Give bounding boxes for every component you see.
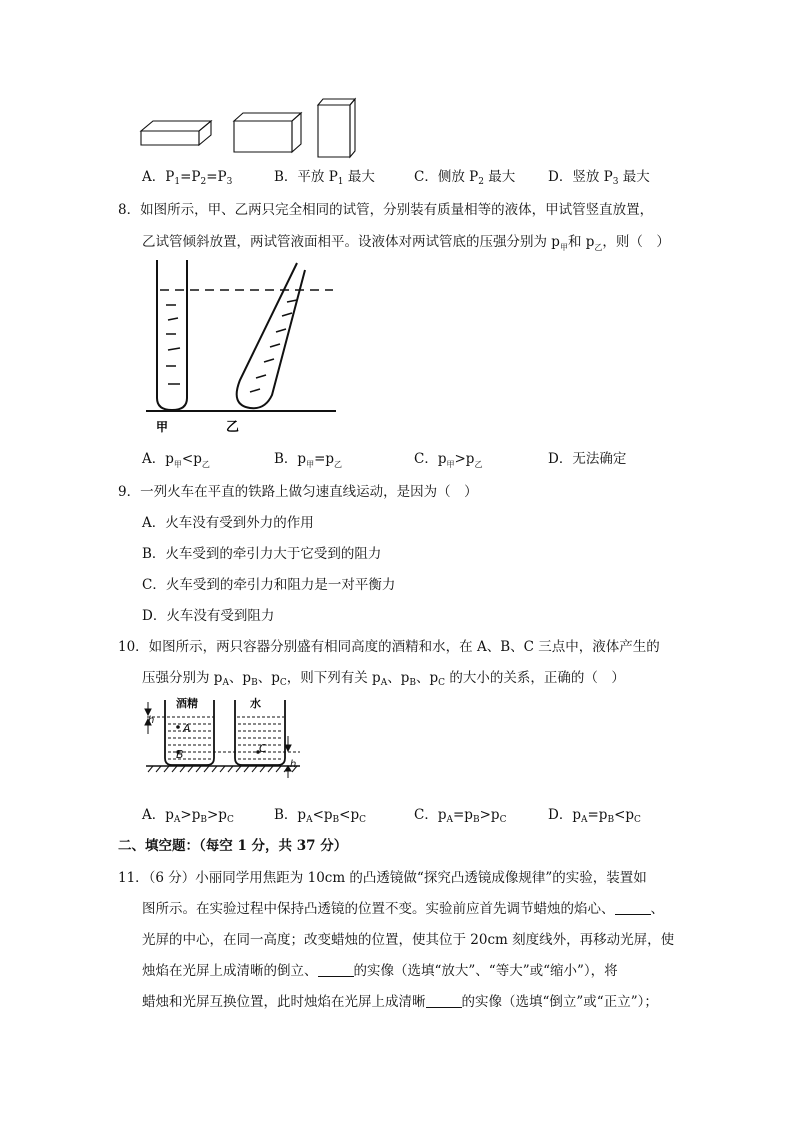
option-a[interactable]: [142, 803, 234, 825]
stem-text: 和 p: [567, 234, 595, 250]
option-text: =p: [587, 807, 608, 823]
stem-text: 乙试管倾斜放置，两试管液面相平。设液体对两试管底的压强分别为 p: [142, 234, 560, 250]
subscript: C: [359, 815, 367, 825]
option-text: 最大: [343, 169, 375, 185]
label-jia: 甲: [156, 420, 169, 434]
label-point-a: A: [183, 722, 191, 735]
subscript: 乙: [474, 460, 483, 469]
hatched-ground: [146, 766, 300, 772]
question-11-line-3: 光屏的中心，在同一高度；改变蜡烛的位置，使其位于 20cm 刻度线外，再移动光屏，使: [142, 932, 675, 948]
subscript: A: [446, 815, 453, 825]
stem-text: 、: [650, 901, 664, 917]
stem-text: 、p: [415, 670, 439, 686]
subscript: C: [279, 678, 287, 688]
question-11-line-4: [142, 959, 618, 979]
stem-text: 的大小的关系，正确的（ ）: [445, 670, 625, 686]
question-9-stem: 9．一列火车在平直的铁路上做匀速直线运动，是因为（ ）: [118, 484, 478, 500]
label-water: 水: [250, 697, 261, 710]
label-point-b: B: [176, 748, 184, 761]
answer-blank[interactable]: [318, 964, 354, 977]
answer-blank[interactable]: [426, 995, 462, 1008]
stem-text: ，则下列有关 p: [286, 670, 381, 686]
option-text: 最大: [618, 169, 650, 185]
subscript: B: [200, 815, 207, 825]
option-d[interactable]: [548, 803, 641, 825]
subscript: C: [634, 815, 641, 825]
option-d[interactable]: D．火车没有受到阻力: [142, 608, 275, 624]
question-11-line-1: 11．（6 分）小丽同学用焦距为 10cm 的凸透镜做“探究凸透镜成像规律”的实验，装置如: [118, 870, 647, 886]
option-text: p: [297, 451, 307, 467]
option-text: 最大: [483, 169, 516, 185]
stem-text: ，则（ ）: [602, 234, 670, 250]
subscript: B: [607, 815, 615, 825]
subscript: A: [173, 815, 181, 825]
option-text: p: [572, 807, 581, 823]
option-letter: A．: [142, 807, 166, 823]
subscript: 乙: [594, 243, 603, 252]
option-text: <p: [339, 807, 360, 823]
option-text: <p: [181, 451, 202, 467]
label-yi: 乙: [226, 420, 240, 435]
option-text: p: [165, 451, 174, 467]
subscript: A: [222, 678, 229, 688]
subscript: 甲: [559, 243, 568, 252]
answer-blank[interactable]: [615, 902, 651, 915]
subscript: 甲: [173, 460, 182, 469]
subscript: 3: [612, 177, 619, 187]
option-c[interactable]: [414, 803, 506, 825]
subscript: 2: [200, 177, 207, 187]
option-letter: D．: [548, 807, 573, 823]
option-text: =p: [314, 451, 335, 467]
option-text: >p: [207, 807, 227, 823]
stem-text: 、p: [228, 670, 252, 686]
subscript: B: [251, 678, 258, 688]
stem-text: 烛焰在光屏上成清晰的倒立、: [142, 963, 318, 979]
label-alcohol: 酒精: [176, 697, 198, 710]
question-10-line-1: 10．如图所示，两只容器分别盛有相同高度的酒精和水，在 A、B、C 三点中，液体产生的: [118, 639, 660, 655]
subscript: A: [306, 815, 313, 825]
stem-text: 的实像（选填“放大”、“等大”或“缩小”），将: [353, 963, 618, 979]
subscript: C: [226, 815, 234, 825]
option-c[interactable]: C．火车受到的牵引力和阻力是一对平衡力: [142, 577, 396, 593]
stem-text: 蜡烛和光屏互换位置，此时烛焰在光屏上成清晰: [142, 994, 426, 1010]
option-letter: A．: [142, 169, 166, 185]
option-text: p: [437, 451, 447, 467]
subscript: B: [409, 678, 416, 688]
option-text: =P: [206, 169, 227, 185]
option-text: 无法确定: [572, 451, 627, 467]
question-11-line-2: [142, 897, 664, 917]
option-text: 竖放 P: [572, 169, 613, 185]
option-letter: B．: [274, 807, 298, 823]
subscript: 1: [337, 177, 344, 187]
option-b[interactable]: [274, 803, 366, 825]
option-letter: C．: [414, 807, 438, 823]
option-letter: A．: [142, 451, 166, 467]
option-text: =P: [180, 169, 201, 185]
subscript: 乙: [201, 460, 210, 469]
label-h-right: h: [290, 759, 297, 770]
subscript: A: [580, 815, 588, 825]
option-letter: D．: [548, 451, 573, 467]
option-text: 平放 P: [297, 169, 338, 185]
subscript: B: [472, 815, 480, 825]
option-text: <p: [614, 807, 635, 823]
question-11-line-5: [142, 990, 658, 1010]
stem-text: 、p: [387, 670, 410, 686]
label-h-left: h: [148, 715, 155, 726]
subscript: 1: [174, 177, 181, 187]
option-letter: C．: [414, 169, 438, 185]
option-a[interactable]: A．火车没有受到外力的作用: [142, 515, 314, 531]
option-text: 侧放 P: [437, 169, 479, 185]
subscript: B: [332, 815, 340, 825]
stem-text: 图所示。在实验过程中保持凸透镜的位置不变。实验前应首先调节蜡烛的焰心、: [142, 901, 615, 917]
option-letter: C．: [414, 451, 438, 467]
stem-text: 压强分别为 p: [142, 670, 223, 686]
subscript: 乙: [334, 460, 343, 469]
subscript: 甲: [306, 460, 315, 469]
stem-text: 的实像（选填“倒立”或“正立”）；: [461, 994, 658, 1010]
option-letter: D．: [548, 169, 573, 185]
subscript: 2: [478, 177, 484, 187]
option-text: =p: [453, 807, 473, 823]
label-point-c: C: [259, 742, 267, 755]
question-8-line-1: 8．如图所示，甲、乙两只完全相同的试管，分别装有质量相等的液体，甲试管竖直放置，: [118, 202, 654, 218]
option-text: p: [437, 807, 447, 823]
option-b[interactable]: B．火车受到的牵引力大于它受到的阻力: [142, 546, 382, 562]
subscript: C: [438, 678, 446, 688]
option-text: <p: [312, 807, 333, 823]
subscript: 3: [226, 177, 233, 187]
option-text: P: [165, 169, 175, 185]
option-text: >p: [180, 807, 201, 823]
option-text: p: [165, 807, 174, 823]
option-text: >p: [454, 451, 475, 467]
stem-text: 、p: [257, 670, 280, 686]
option-text: p: [297, 807, 307, 823]
subscript: A: [380, 678, 388, 688]
subscript: C: [499, 815, 507, 825]
option-text: >p: [479, 807, 500, 823]
option-letter: B．: [274, 169, 298, 185]
option-letter: B．: [274, 451, 298, 467]
section-2-title: 二、填空题：（每空 1 分，共 37 分）: [118, 838, 348, 854]
subscript: 甲: [446, 460, 455, 469]
